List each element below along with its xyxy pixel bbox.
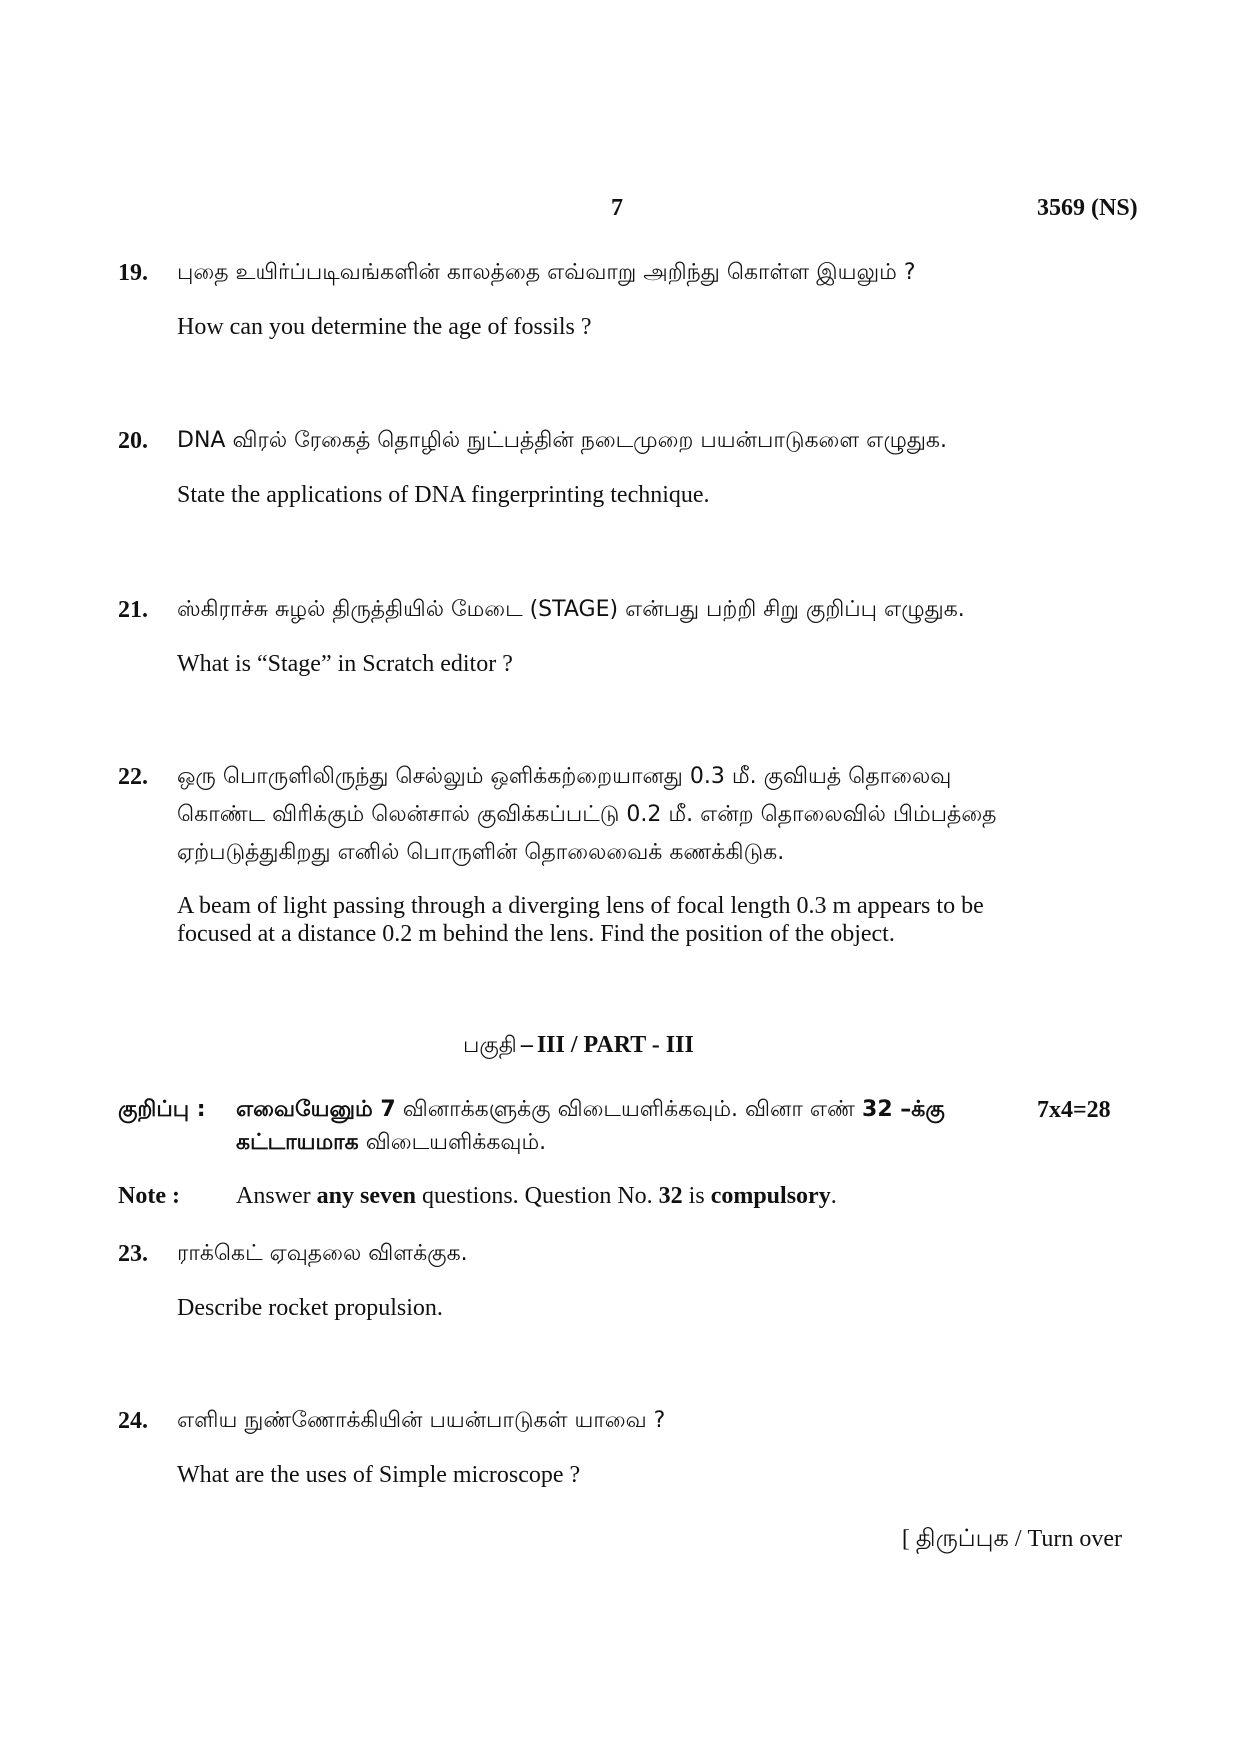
english-note-word: questions. Question No. — [422, 1183, 653, 1209]
question-tamil: புதை உயிர்ப்படிவங்களின் காலத்தை எவ்வாறு அறிந்து கொள்ள இயலும் ? — [177, 260, 916, 285]
question-number: 22. — [118, 764, 148, 790]
question-number: 21. — [118, 597, 148, 623]
paper-code: 3569 (NS) — [1037, 195, 1138, 221]
english-note-label: Note : — [118, 1183, 180, 1209]
english-note-compulsory: compulsory — [710, 1183, 831, 1209]
question-tamil: எளிய நுண்ணோக்கியின் பயன்பாடுகள் யாவை ? — [177, 1408, 666, 1433]
question-tamil-line: ஒரு பொருளிலிருந்து செல்லும் ஒளிக்கற்றையானது 0.3 மீ. குவியத் தொலைவு — [177, 764, 952, 789]
question-tamil: DNA விரல் ரேகைத் தொழில் நுட்பத்தின் நடைமுறை பயன்பாடுகளை எழுதுக. — [177, 428, 947, 453]
tamil-note-line-2 — [236, 1130, 546, 1158]
question-english: Describe rocket propulsion. — [177, 1295, 443, 1321]
question-tamil-line: ஏற்படுத்துகிறது எனில் பொருளின் தொலைவைக் கணக்கிடுக. — [177, 840, 785, 865]
question-tamil: ஸ்கிராச்சு சுழல் திருத்தியில் மேடை (STAGE) என்பது பற்றி சிறு குறிப்பு எழுதுக. — [177, 597, 965, 622]
english-note-number: 32 — [658, 1183, 683, 1209]
tamil-note-any: எவையேனும் 7 — [236, 1097, 396, 1122]
question-english: What is “Stage” in Scratch editor ? — [177, 651, 513, 677]
part-heading — [463, 1032, 694, 1061]
tamil-note-text-2: விடையளிக்கவும். — [365, 1130, 547, 1155]
turn-over-footer: [ திருப்புக / Turn over — [901, 1526, 1122, 1552]
english-note-word: Answer — [236, 1183, 311, 1209]
page-number: 7 — [611, 195, 623, 221]
tamil-note-line-1 — [236, 1097, 945, 1125]
english-note-text — [236, 1183, 837, 1210]
question-english: State the applications of DNA fingerprinting technique. — [177, 482, 710, 508]
question-number: 19. — [118, 260, 148, 286]
question-number: 23. — [118, 1241, 148, 1267]
marks-allocation: 7x4=28 — [1037, 1097, 1111, 1123]
part-heading-tamil: பகுதி — [463, 1033, 517, 1058]
part-heading-title: III / PART - III — [536, 1032, 694, 1058]
english-note-any: any seven — [316, 1183, 416, 1209]
question-number: 24. — [118, 1408, 148, 1434]
tamil-note-label: குறிப்பு : — [118, 1097, 206, 1122]
tamil-note-text: வினாக்களுக்கு விடையளிக்கவும். வினா எண் — [402, 1097, 856, 1122]
question-tamil: ராக்கெட் ஏவுதலை விளக்குக. — [177, 1241, 468, 1266]
question-tamil-line: கொண்ட விரிக்கும் லென்சால் குவிக்கப்பட்டு 0.2 மீ. என்ற தொலைவில் பிம்பத்தை — [177, 802, 997, 827]
question-english: How can you determine the age of fossils ? — [177, 314, 592, 340]
english-note-period: . — [830, 1183, 837, 1209]
tamil-note-compulsory: கட்டாயமாக — [236, 1130, 359, 1155]
part-heading-dash: – — [520, 1032, 533, 1058]
question-english: What are the uses of Simple microscope ? — [177, 1462, 581, 1488]
question-english-line: A beam of light passing through a diverging lens of focal length 0.3 m appears to be — [177, 893, 984, 919]
tamil-note-number: 32 –க்கு — [862, 1097, 945, 1122]
english-note-word: is — [688, 1183, 705, 1209]
question-number: 20. — [118, 428, 148, 454]
question-english-line: focused at a distance 0.2 m behind the lens. Find the position of the object. — [177, 921, 895, 947]
